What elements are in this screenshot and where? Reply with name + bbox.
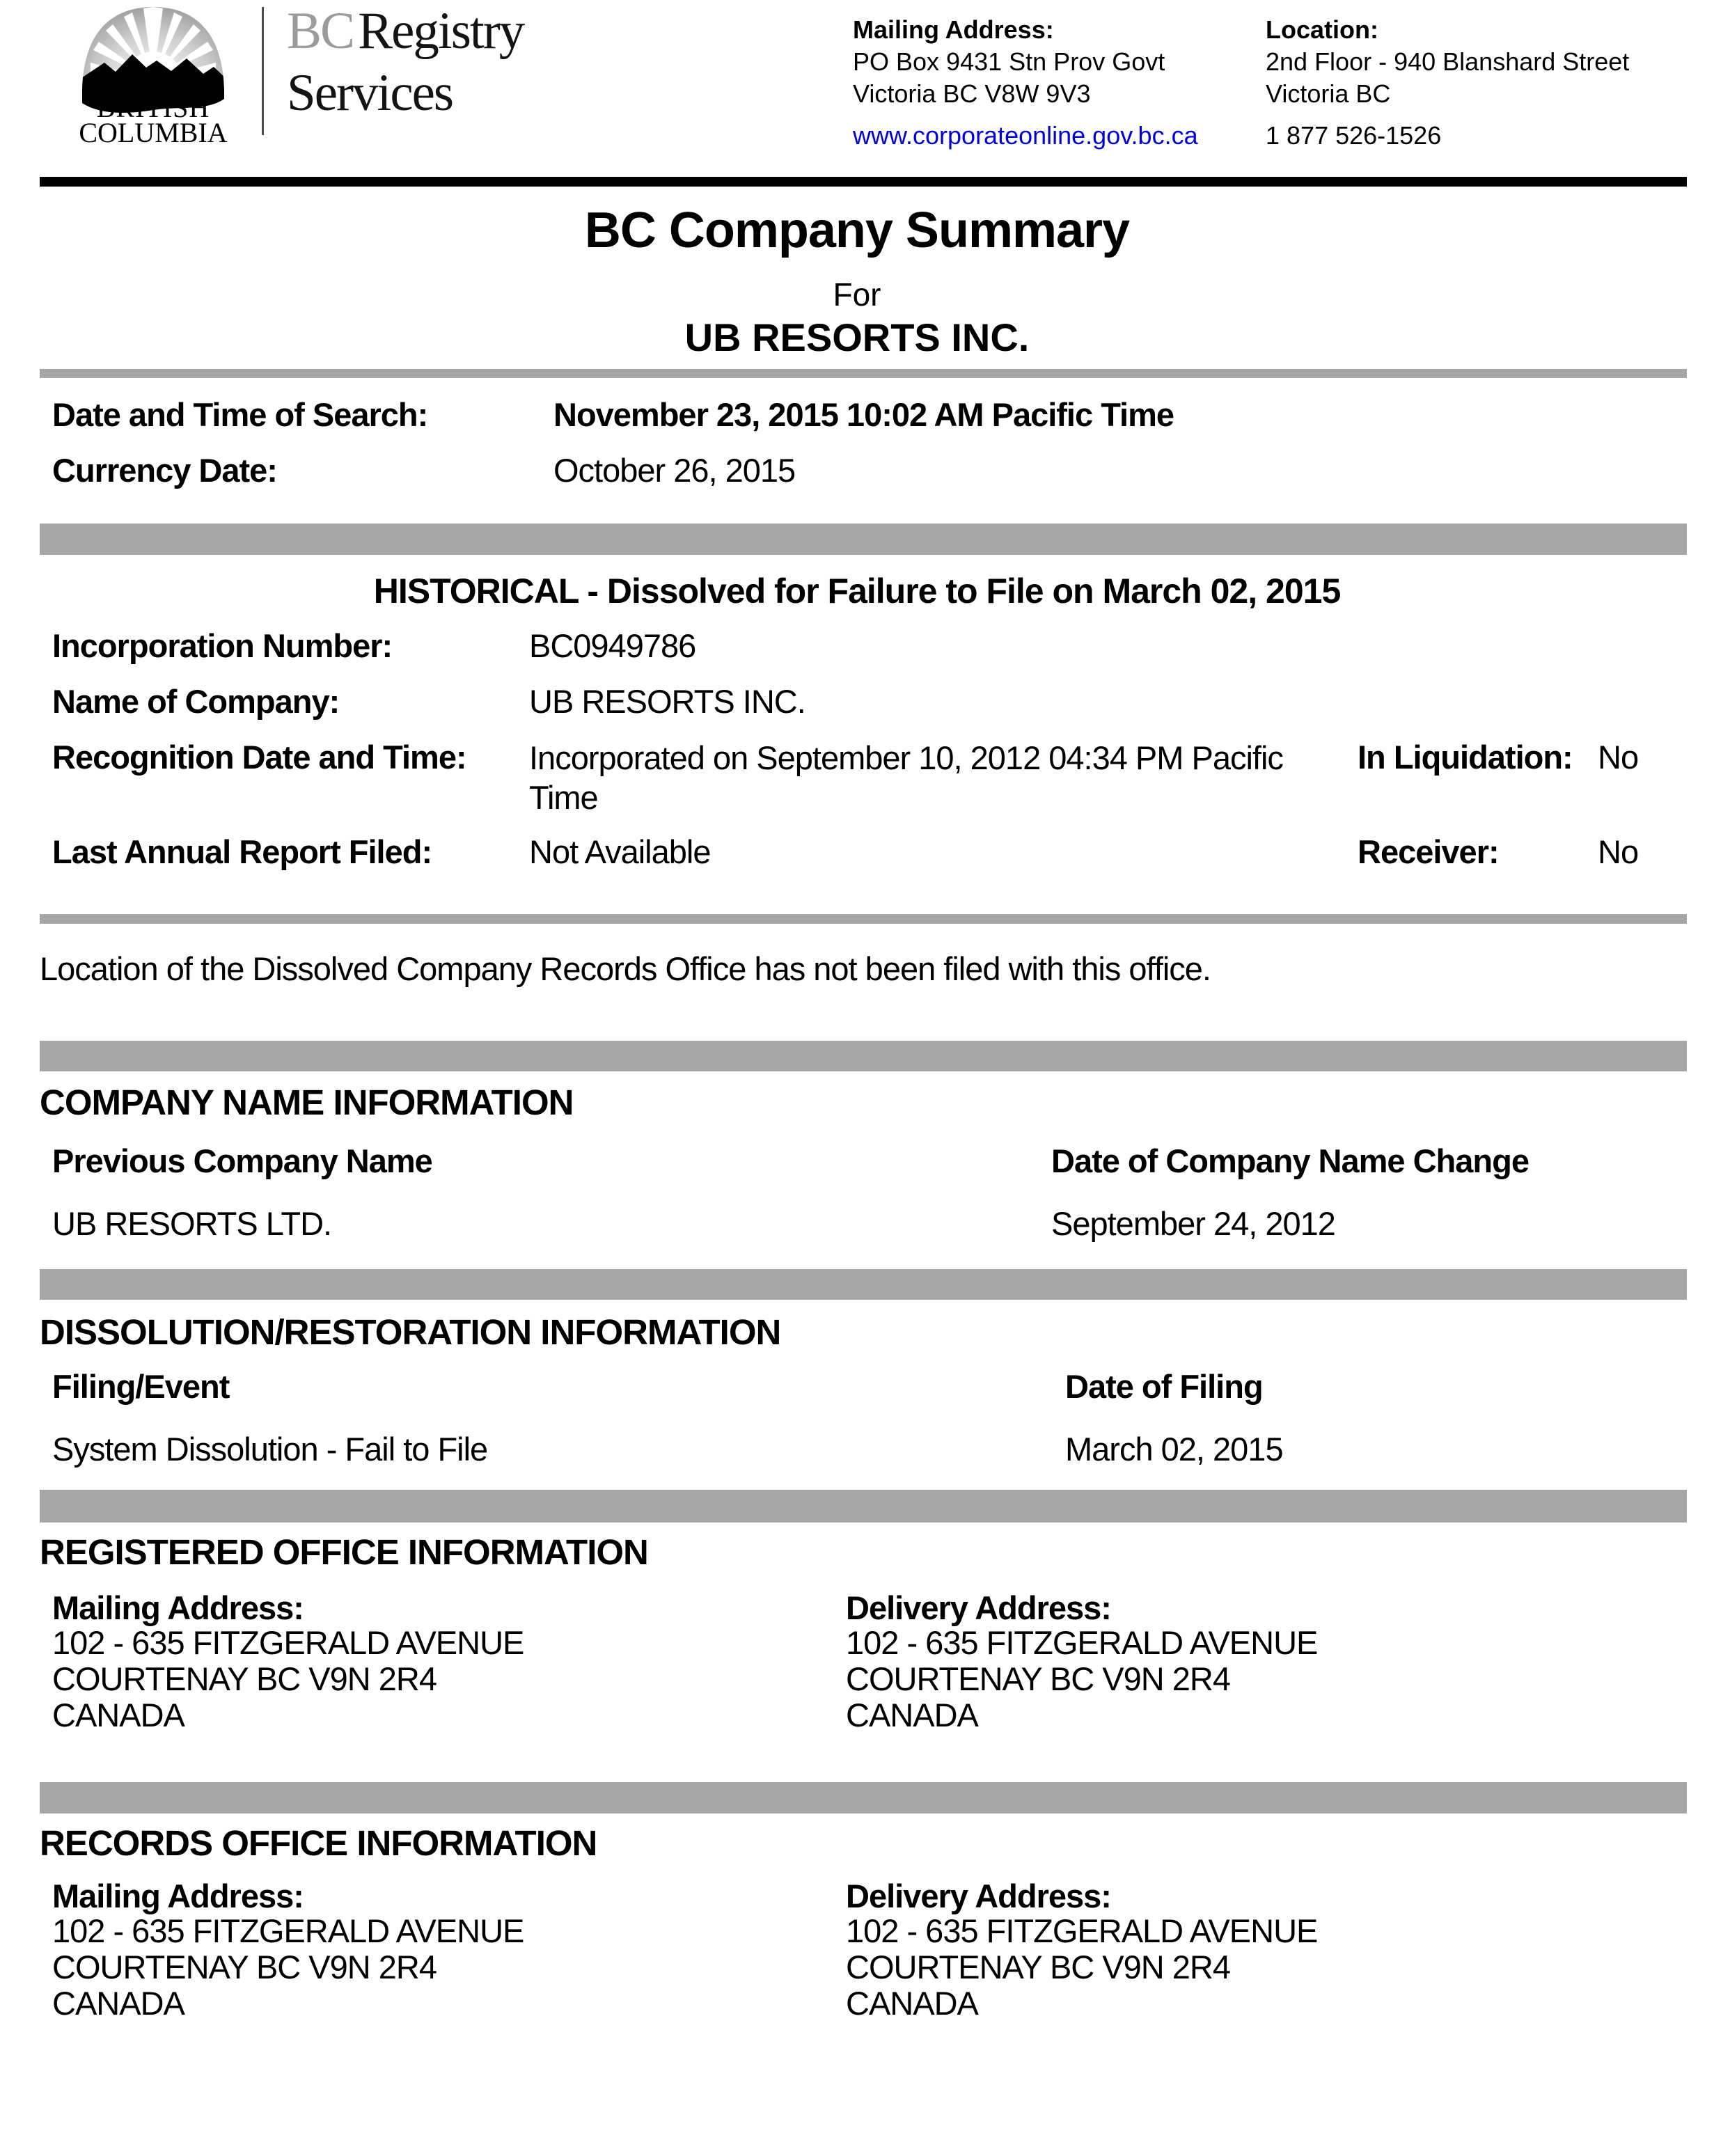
records-mailing-address-label: Mailing Address:	[52, 1878, 304, 1914]
title-for-text: For	[833, 276, 881, 313]
filing-event-header: Filing/Event	[52, 1368, 230, 1405]
currency-date-value: October 26, 2015	[553, 452, 796, 489]
date-of-name-change-value: September 24, 2012	[1051, 1205, 1335, 1242]
records-office-notice: Location of the Dissolved Company Records Office has not been filed with this office.	[40, 950, 1211, 987]
header-mailing-address-block	[853, 14, 1198, 152]
mailing-address-line-1: PO Box 9431 Stn Prov Govt	[853, 47, 1165, 76]
date-of-filing-value: March 02, 2015	[1065, 1431, 1283, 1468]
logo-divider-line	[262, 7, 264, 135]
previous-company-name-value: UB RESORTS LTD.	[52, 1205, 332, 1242]
registered-delivery-address	[846, 1625, 1317, 1733]
bc-government-logo	[70, 1, 237, 145]
wordmark-bc: BC	[287, 2, 354, 60]
date-of-name-change-header: Date of Company Name Change	[1051, 1142, 1529, 1179]
corporate-online-link[interactable]: www.corporateonline.gov.bc.ca	[853, 121, 1198, 150]
registered-mailing-address	[52, 1625, 524, 1733]
address-line: 102 - 635 FITZGERALD AVENUE	[846, 1624, 1318, 1661]
header-location-block	[1266, 14, 1629, 152]
records-delivery-address-label: Delivery Address:	[846, 1878, 1111, 1914]
recognition-date-label: Recognition Date and Time:	[52, 739, 466, 776]
location-line-1: 2nd Floor - 940 Blanshard Street	[1266, 47, 1630, 76]
logo-british-text: BRITISH	[96, 92, 210, 123]
receiver-value: No	[1598, 833, 1639, 870]
recognition-date-value: Incorporated on September 10, 2012 04:34 PM Pacific Time	[529, 739, 1283, 816]
header-divider-bar	[40, 177, 1687, 187]
section-divider	[40, 914, 1687, 924]
registered-office-heading: REGISTERED OFFICE INFORMATION	[40, 1532, 648, 1572]
address-line: CANADA	[52, 1697, 184, 1733]
address-line: COURTENAY BC V9N 2R4	[846, 1660, 1231, 1697]
address-line: CANADA	[846, 1985, 978, 2022]
address-line: 102 - 635 FITZGERALD AVENUE	[52, 1624, 524, 1661]
filing-event-value: System Dissolution - Fail to File	[52, 1431, 488, 1468]
title-company-name: UB RESORTS INC.	[684, 315, 1030, 359]
incorporation-number-value: BC0949786	[529, 627, 696, 664]
bc-registry-services-wordmark	[287, 0, 524, 124]
address-line: COURTENAY BC V9N 2R4	[52, 1660, 437, 1697]
phone-number: 1 877 526-1526	[1266, 121, 1442, 150]
dissolution-restoration-heading: DISSOLUTION/RESTORATION INFORMATION	[40, 1312, 781, 1352]
in-liquidation-label: In Liquidation:	[1358, 739, 1573, 776]
address-line: 102 - 635 FITZGERALD AVENUE	[52, 1912, 524, 1949]
bc-sun-mountains-emblem	[70, 1, 237, 145]
section-divider	[40, 369, 1687, 378]
logo-columbia-text: COLUMBIA	[79, 117, 228, 145]
address-line: 102 - 635 FITZGERALD AVENUE	[846, 1912, 1318, 1949]
section-divider	[40, 1041, 1687, 1071]
registered-delivery-address-label: Delivery Address:	[846, 1589, 1111, 1626]
address-line: CANADA	[52, 1985, 184, 2022]
last-annual-report-value: Not Available	[529, 833, 711, 870]
mailing-address-label: Mailing Address:	[853, 15, 1054, 44]
search-date-value: November 23, 2015 10:02 AM Pacific Time	[553, 396, 1174, 433]
section-divider	[40, 1782, 1687, 1813]
company-name-value: UB RESORTS INC.	[529, 683, 805, 720]
historical-status-banner: HISTORICAL - Dissolved for Failure to File on March 02, 2015	[373, 572, 1341, 611]
records-office-heading: RECORDS OFFICE INFORMATION	[40, 1823, 597, 1863]
address-line: CANADA	[846, 1697, 978, 1733]
address-line: COURTENAY BC V9N 2R4	[846, 1949, 1231, 1985]
page-title: BC Company Summary	[584, 203, 1130, 258]
incorporation-number-label: Incorporation Number:	[52, 627, 393, 664]
currency-date-label: Currency Date:	[52, 452, 277, 489]
registered-mailing-address-label: Mailing Address:	[52, 1589, 304, 1626]
mailing-address-line-2: Victoria BC V8W 9V3	[853, 79, 1091, 108]
records-delivery-address	[846, 1913, 1317, 2022]
address-line: COURTENAY BC V9N 2R4	[52, 1949, 437, 1985]
location-label: Location:	[1266, 15, 1378, 44]
section-divider	[40, 524, 1687, 555]
section-divider	[40, 1269, 1687, 1300]
in-liquidation-value: No	[1598, 739, 1639, 776]
last-annual-report-label: Last Annual Report Filed:	[52, 833, 432, 870]
wordmark-line-2: Services	[287, 64, 453, 122]
previous-company-name-header: Previous Company Name	[52, 1142, 432, 1179]
date-of-filing-header: Date of Filing	[1065, 1368, 1263, 1405]
records-mailing-address	[52, 1913, 524, 2022]
receiver-label: Receiver:	[1358, 833, 1499, 870]
company-name-label: Name of Company:	[52, 683, 340, 720]
search-date-label: Date and Time of Search:	[52, 396, 428, 433]
location-line-2: Victoria BC	[1266, 79, 1391, 108]
company-name-information-heading: COMPANY NAME INFORMATION	[40, 1083, 574, 1122]
wordmark-registry: Registry	[358, 2, 524, 60]
section-divider	[40, 1490, 1687, 1522]
wordmark-line-1	[287, 0, 524, 62]
